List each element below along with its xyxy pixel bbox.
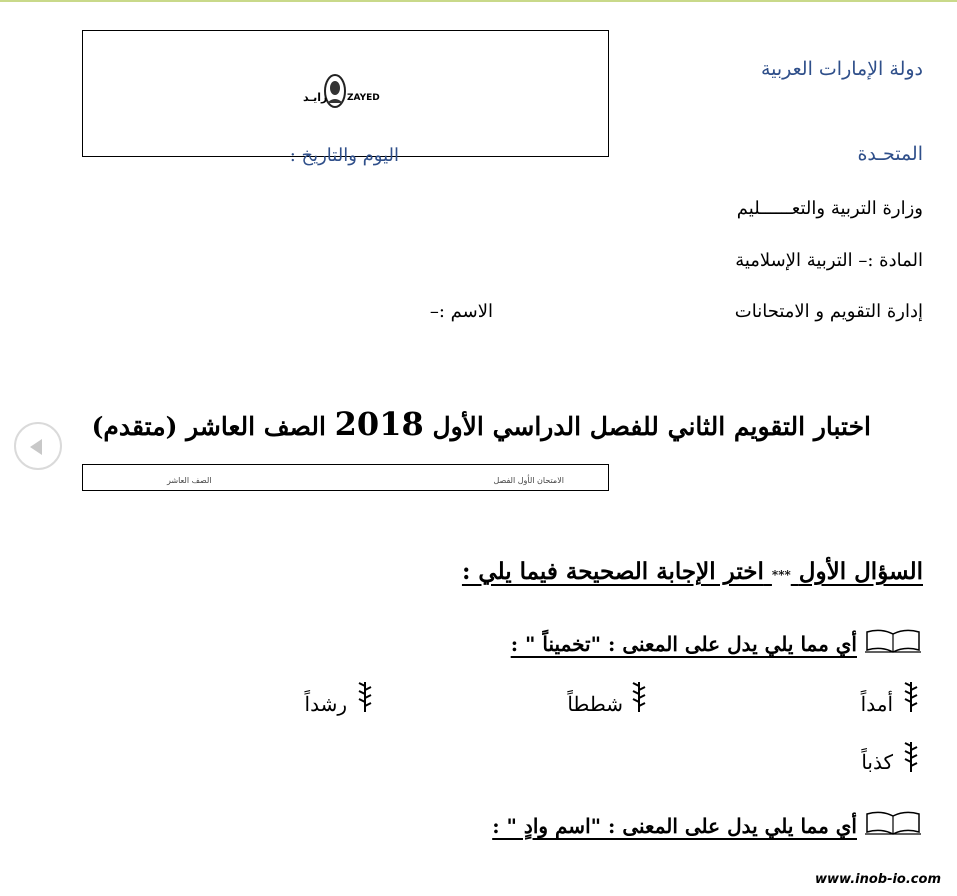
item2-prompt: أي مما يلي يدل على المعنى : "اسم وادٍ " : (492, 814, 857, 838)
chevron-left-icon (30, 439, 42, 455)
open-book-icon (863, 810, 923, 836)
exam-title-part2: الصف العاشر (متقدم) (91, 412, 326, 441)
top-border-line (0, 0, 957, 2)
logo-box (82, 30, 609, 157)
zayed-logo (303, 71, 393, 111)
item1-option-1[interactable]: أمداً (860, 692, 893, 716)
exam-title-part1: اختبار التقويم الثاني للفصل الدراسي الأول (432, 412, 871, 441)
ministry-name: وزارة التربية والتعــــــليم (736, 198, 923, 219)
subject-line: المادة :– التربية الإسلامية (735, 250, 923, 271)
department-line: إدارة التقويم و الامتحانات (734, 301, 923, 322)
exam-title (92, 405, 871, 443)
country-name-line1: دولة الإمارات العربية (760, 58, 923, 80)
leaf-bullet-icon (903, 680, 919, 714)
item1-option-3[interactable]: رشداً (304, 692, 347, 716)
item1-option-2[interactable]: شططاً (567, 692, 623, 716)
leaf-bullet-icon (631, 680, 647, 714)
item1-prompt: أي مما يلي يدل على المعنى : "تخميناً " : (510, 632, 857, 656)
info-box-faint-text-left: الصف العاشر (167, 476, 212, 485)
question1-heading (462, 558, 923, 585)
item1-option-4[interactable]: كذباً (861, 750, 893, 774)
info-box (82, 464, 609, 491)
logo-text-arabic: زايـد (303, 91, 328, 104)
date-label: اليوم والتاريخ : (289, 145, 399, 166)
previous-page-button[interactable] (14, 422, 62, 470)
country-name-line2: المتحـدة (857, 143, 923, 165)
leaf-bullet-icon (903, 740, 919, 774)
logo-text-latin: ZAYED (347, 93, 380, 103)
info-box-faint-text-right: الامتحان الأول الفصل (493, 476, 564, 485)
student-name-label: الاسم :– (429, 301, 493, 322)
open-book-icon (863, 628, 923, 654)
question1-title: السؤال الأول (798, 558, 923, 585)
leaf-bullet-icon (357, 680, 373, 714)
question1-instruction: اختر الإجابة الصحيحة فيما يلي : (461, 558, 764, 585)
question1-stars: *** (771, 568, 791, 582)
footer-site[interactable]: www.inob-io.com (815, 872, 941, 887)
exam-title-year: 2018 (334, 405, 424, 443)
